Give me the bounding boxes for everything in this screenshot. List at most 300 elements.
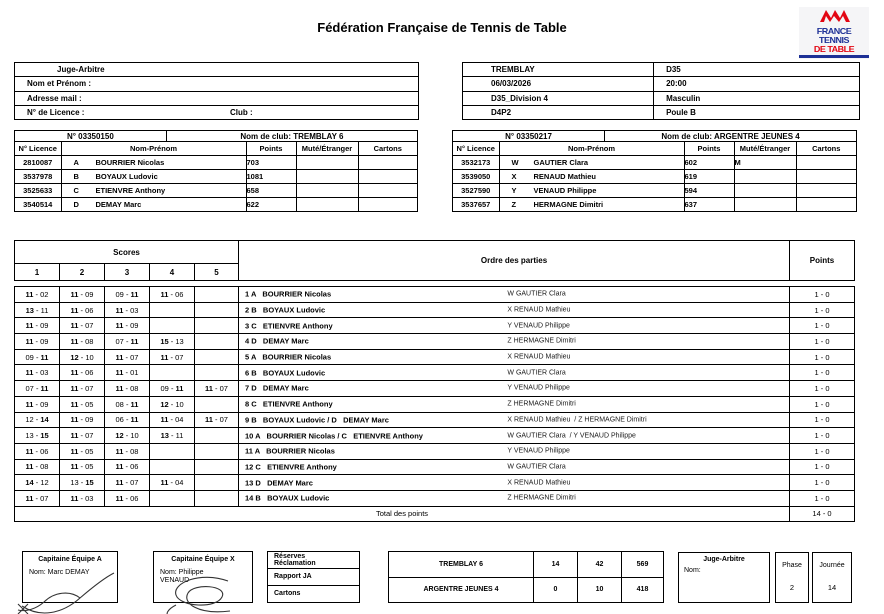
away-player: X RENAUD Mathieu <box>507 479 571 487</box>
away-player: X RENAUD Mathieu <box>507 353 571 361</box>
score-away: 08 <box>130 446 139 456</box>
set-score-cell <box>150 334 195 350</box>
score-away: 06 <box>40 446 49 456</box>
player-letter: W <box>511 158 519 167</box>
result-team-name: TREMBLAY 6 <box>389 552 534 578</box>
score-separator: - <box>78 368 86 378</box>
home-player: 11 A BOURRIER Nicolas <box>245 446 335 456</box>
score-home: 11 <box>160 289 169 299</box>
journee-value: 14 <box>827 583 837 592</box>
match-info-cell-right: Masculin <box>653 92 859 105</box>
player-letter: Z <box>511 200 517 209</box>
player-row <box>453 156 856 170</box>
set-score-cell <box>105 349 150 365</box>
player-points: 619 <box>684 170 734 184</box>
score-separator: - <box>123 415 131 425</box>
set-score-cell <box>195 490 239 506</box>
match-info-cell-right: D35 <box>653 63 859 76</box>
player-cartons <box>358 198 417 212</box>
set-score-cell <box>15 490 60 506</box>
score-separator: - <box>123 431 131 441</box>
match-row <box>15 287 855 303</box>
player-letter: Y <box>511 186 517 195</box>
referee-name-row <box>15 76 418 90</box>
home-player: 1 A BOURRIER Nicolas <box>245 289 332 299</box>
set-score-cell <box>60 475 105 491</box>
set-score-cell <box>60 412 105 428</box>
player-points: 703 <box>246 156 296 170</box>
score-home: 11 <box>115 462 124 472</box>
set-score-cell <box>105 287 150 303</box>
player-row <box>15 198 417 212</box>
score-home: 11 <box>115 321 124 331</box>
home-player: 8 C ETIENVRE Anthony <box>245 399 333 409</box>
score-home: 11 <box>70 368 79 378</box>
set-score-cell <box>150 349 195 365</box>
score-home: 07 <box>115 336 124 346</box>
ordre-cell <box>239 396 790 412</box>
score-separator: - <box>33 336 41 346</box>
score-away: 11 <box>40 305 49 315</box>
score-separator: - <box>123 493 131 503</box>
set-score-cell <box>60 365 105 381</box>
score-away: 08 <box>85 336 94 346</box>
set-col-4: 4 <box>150 264 195 281</box>
score-home: 12 <box>160 399 169 409</box>
col-name: Nom-Prénom <box>61 142 246 156</box>
score-home: 11 <box>160 415 169 425</box>
player-mute: M <box>734 156 796 170</box>
away-player: X RENAUD Mathieu <box>507 306 571 314</box>
set-score-cell <box>15 302 60 318</box>
score-home: 11 <box>25 321 34 331</box>
scores-header-cell: Scores <box>15 241 239 264</box>
captain-x-box <box>153 551 253 603</box>
set-score-cell <box>105 412 150 428</box>
set-score-cell <box>15 349 60 365</box>
score-separator: - <box>168 478 176 488</box>
match-points: 1 - 0 <box>790 381 855 397</box>
result-points: 418 <box>622 577 664 603</box>
score-away: 09 <box>85 289 94 299</box>
player-mute <box>296 156 358 170</box>
team-x-columns-row <box>453 142 856 156</box>
match-info-cell-left: D35_Division 4 <box>491 93 548 103</box>
set-score-cell <box>150 475 195 491</box>
col-name: Nom-Prénom <box>499 142 684 156</box>
score-home: 11 <box>115 446 124 456</box>
result-points: 569 <box>622 552 664 578</box>
set-score-cell <box>195 396 239 412</box>
set-score-cell <box>15 443 60 459</box>
player-mute <box>734 184 796 198</box>
score-home: 11 <box>70 336 79 346</box>
score-away: 06 <box>130 462 139 472</box>
match-row <box>15 490 855 506</box>
score-home: 11 <box>160 352 169 362</box>
away-player: Z HERMAGNE Dimitri <box>507 494 576 502</box>
captain-x-name: Nom: Philippe VENAUD <box>160 569 204 585</box>
score-separator: - <box>123 383 131 393</box>
captain-x-title: Capitaine Équipe X <box>171 556 235 563</box>
match-points: 1 - 0 <box>790 459 855 475</box>
score-separator: - <box>168 415 176 425</box>
score-away: 12 <box>40 478 49 488</box>
score-separator: - <box>78 383 86 393</box>
score-away: 10 <box>175 399 184 409</box>
player-row <box>453 184 856 198</box>
score-tbody <box>15 287 855 507</box>
set-score-cell <box>105 475 150 491</box>
set-score-cell <box>105 365 150 381</box>
set-col-1: 1 <box>15 264 60 281</box>
player-name-cell <box>499 156 684 170</box>
set-score-cell <box>150 318 195 334</box>
team-x-table <box>452 130 857 212</box>
score-away: 01 <box>130 368 139 378</box>
set-score-cell <box>60 396 105 412</box>
team-x-players <box>453 156 856 212</box>
score-separator: - <box>33 462 41 472</box>
score-home: 11 <box>70 431 79 441</box>
score-separator: - <box>33 368 41 378</box>
set-score-cell <box>15 459 60 475</box>
score-home: 11 <box>115 493 124 503</box>
score-away: 09 <box>40 336 49 346</box>
set-score-cell <box>60 443 105 459</box>
match-row <box>15 318 855 334</box>
score-away: 09 <box>40 321 49 331</box>
score-away: 04 <box>175 415 184 425</box>
result-row <box>389 552 664 578</box>
result-sets: 10 <box>578 577 622 603</box>
score-away: 03 <box>85 493 94 503</box>
player-row <box>453 198 856 212</box>
player-name: ETIENVRE Anthony <box>95 186 166 195</box>
referee-mail-label: Adresse mail : <box>27 93 82 103</box>
player-name-cell <box>61 184 246 198</box>
player-letter: X <box>511 172 517 181</box>
col-licence: N° Licence <box>453 142 499 156</box>
score-away: 07 <box>219 383 228 393</box>
score-separator: - <box>168 399 176 409</box>
match-row <box>15 396 855 412</box>
score-away: 10 <box>85 352 94 362</box>
away-player: Y VENAUD Philippe <box>507 322 570 330</box>
set-score-cell <box>195 475 239 491</box>
score-away: 10 <box>130 431 139 441</box>
referee-licence-row <box>15 105 418 119</box>
home-player: 14 B BOYAUX Ludovic <box>245 493 330 503</box>
home-player: 4 D DEMAY Marc <box>245 336 309 346</box>
home-player: 13 D DEMAY Marc <box>245 478 313 488</box>
player-licence: 3540514 <box>15 198 61 212</box>
score-separator: - <box>33 399 41 409</box>
score-home: 11 <box>205 383 213 393</box>
player-licence: 3525633 <box>15 184 61 198</box>
home-player: 12 C ETIENVRE Anthony <box>245 462 337 472</box>
score-separator: - <box>33 446 41 456</box>
score-away: 09 <box>40 399 49 409</box>
player-name: BOYAUX Ludovic <box>95 172 158 181</box>
score-away: 05 <box>85 462 94 472</box>
results-summary-table <box>388 551 664 603</box>
match-points: 1 - 0 <box>790 349 855 365</box>
reserves-row: Réserves Réclamation <box>274 552 316 567</box>
score-separator: - <box>168 352 176 362</box>
set-col-2: 2 <box>60 264 105 281</box>
score-separator: - <box>78 352 86 362</box>
player-mute <box>734 198 796 212</box>
score-separator: - <box>123 289 131 299</box>
col-mute: Muté/Étranger <box>734 142 796 156</box>
match-points: 1 - 0 <box>790 443 855 459</box>
score-away: 07 <box>85 321 94 331</box>
match-info-row <box>463 105 859 119</box>
ordre-cell <box>239 365 790 381</box>
ordre-cell <box>239 287 790 303</box>
journee-box <box>812 552 852 603</box>
score-away: 04 <box>175 478 184 488</box>
set-score-cell <box>195 334 239 350</box>
away-player: Z HERMAGNE Dimitri <box>507 400 576 408</box>
set-score-cell <box>105 334 150 350</box>
score-home: 11 <box>70 462 79 472</box>
home-player: 2 B BOYAUX Ludovic <box>245 305 326 315</box>
set-score-cell <box>195 349 239 365</box>
set-score-cell <box>60 381 105 397</box>
match-row <box>15 381 855 397</box>
score-separator: - <box>78 415 86 425</box>
score-away: 11 <box>130 415 139 425</box>
match-info-row <box>463 63 859 76</box>
set-score-cell <box>105 302 150 318</box>
score-separator: - <box>78 431 86 441</box>
page-title: Fédération Française de Tennis de Table <box>317 20 567 35</box>
referee-mail-row <box>15 91 418 105</box>
score-home: 11 <box>205 415 213 425</box>
team-x-header <box>453 131 856 142</box>
score-home: 11 <box>70 493 79 503</box>
footer-referee-title: Juge-Arbitre <box>703 556 745 563</box>
score-home: 11 <box>70 321 79 331</box>
match-info-cell-right: 20:00 <box>653 77 859 90</box>
score-separator: - <box>78 493 86 503</box>
phase-box <box>775 552 809 603</box>
match-row <box>15 412 855 428</box>
referee-title-row <box>15 63 418 76</box>
player-licence: 2810087 <box>15 156 61 170</box>
score-away: 14 <box>40 415 49 425</box>
player-points: 602 <box>684 156 734 170</box>
score-home: 06 <box>115 415 124 425</box>
player-cartons <box>796 156 856 170</box>
home-player: 9 B BOYAUX Ludovic / D DEMAY Marc <box>245 415 389 425</box>
match-info-row <box>463 91 859 105</box>
score-away: 13 <box>175 336 184 346</box>
set-score-cell <box>15 318 60 334</box>
home-player: 10 A BOURRIER Nicolas / C ETIENVRE Anthony <box>245 431 423 441</box>
player-points: 637 <box>684 198 734 212</box>
result-sets: 42 <box>578 552 622 578</box>
fftt-logo-mark-icon <box>817 9 851 23</box>
team-x-players-table <box>453 142 856 211</box>
player-cartons <box>796 170 856 184</box>
score-away: 06 <box>85 368 94 378</box>
score-separator: - <box>78 399 86 409</box>
col-licence: N° Licence <box>15 142 61 156</box>
team-x-number: N° 03350217 <box>453 131 605 141</box>
score-home: 11 <box>115 368 124 378</box>
total-row <box>15 506 855 522</box>
team-x-club: Nom de club: ARGENTRE JEUNES 4 <box>661 131 800 141</box>
score-separator: - <box>78 289 86 299</box>
score-separator: - <box>78 336 86 346</box>
away-player: Y VENAUD Philippe <box>507 447 570 455</box>
score-away: 05 <box>85 446 94 456</box>
score-away: 11 <box>175 431 184 441</box>
score-home: 11 <box>70 446 79 456</box>
score-away: 05 <box>85 399 94 409</box>
phase-value: 2 <box>789 583 795 592</box>
referee-title: Juge-Arbitre <box>57 65 105 75</box>
result-matches-won: 0 <box>534 577 578 603</box>
referee-club-label: Club : <box>230 107 253 117</box>
score-separator: - <box>168 336 176 346</box>
player-letter: B <box>73 172 79 181</box>
set-score-cell <box>195 443 239 459</box>
score-away: 06 <box>130 493 139 503</box>
score-separator: - <box>78 446 86 456</box>
score-home: 13 <box>25 431 34 441</box>
score-home: 11 <box>25 368 34 378</box>
score-away: 11 <box>175 383 184 393</box>
player-name-cell <box>61 170 246 184</box>
team-a-header <box>15 131 417 142</box>
score-separator: - <box>33 289 41 299</box>
score-home: 13 <box>25 305 34 315</box>
set-score-cell <box>150 459 195 475</box>
score-separator: - <box>78 305 86 315</box>
score-separator: - <box>168 431 176 441</box>
set-score-cell <box>150 287 195 303</box>
player-licence: 3532173 <box>453 156 499 170</box>
fftt-logo-bar <box>799 55 869 58</box>
set-score-cell <box>105 459 150 475</box>
set-score-cell <box>195 287 239 303</box>
set-score-cell <box>150 396 195 412</box>
score-away: 15 <box>85 478 94 488</box>
rapport-ja-row: Rapport JA <box>268 568 359 585</box>
results-table <box>388 551 664 603</box>
captain-a-name: Nom: Marc DEMAY <box>29 569 90 576</box>
col-points: Points <box>684 142 734 156</box>
player-row <box>15 156 417 170</box>
score-away: 06 <box>175 289 184 299</box>
score-home: 07 <box>25 383 34 393</box>
set-score-cell <box>150 412 195 428</box>
set-score-cell <box>60 490 105 506</box>
set-score-cell <box>105 490 150 506</box>
score-home: 11 <box>25 446 34 456</box>
player-mute <box>296 184 358 198</box>
score-away: 06 <box>85 305 94 315</box>
result-team-name: ARGENTRE JEUNES 4 <box>389 577 534 603</box>
match-info-cell-right: Poule B <box>653 106 859 119</box>
score-home: 11 <box>115 352 124 362</box>
score-separator: - <box>78 462 86 472</box>
player-mute <box>734 170 796 184</box>
player-licence: 3539050 <box>453 170 499 184</box>
set-score-cell <box>105 381 150 397</box>
match-row <box>15 302 855 318</box>
ordre-cell <box>239 349 790 365</box>
score-home: 13 <box>70 478 79 488</box>
score-home: 11 <box>70 305 79 315</box>
away-player: W GAUTIER Clara <box>507 290 566 298</box>
score-separator: - <box>123 462 131 472</box>
score-separator: - <box>78 478 86 488</box>
home-player: 6 B BOYAUX Ludovic <box>245 368 326 378</box>
set-score-cell <box>15 334 60 350</box>
home-player: 5 A BOURRIER Nicolas <box>245 352 332 362</box>
score-separator: - <box>33 321 41 331</box>
player-points: 622 <box>246 198 296 212</box>
score-table-header <box>14 240 855 282</box>
col-points: Points <box>246 142 296 156</box>
score-away: 11 <box>130 336 139 346</box>
col-mute: Muté/Étranger <box>296 142 358 156</box>
set-score-cell <box>150 443 195 459</box>
match-info-row <box>463 76 859 90</box>
set-score-cell <box>150 428 195 444</box>
player-letter: C <box>73 186 79 195</box>
score-home: 08 <box>115 399 124 409</box>
score-home: 11 <box>25 399 34 409</box>
phase-label: Phase <box>782 562 802 569</box>
ordre-cell <box>239 381 790 397</box>
score-home: 15 <box>160 336 169 346</box>
score-separator: - <box>123 321 131 331</box>
score-home: 12 <box>25 415 34 425</box>
score-table-body <box>14 286 855 522</box>
ordre-cell <box>239 428 790 444</box>
score-home: 14 <box>25 478 34 488</box>
set-score-cell <box>60 287 105 303</box>
match-points: 1 - 0 <box>790 396 855 412</box>
set-score-cell <box>195 459 239 475</box>
set-score-cell <box>60 334 105 350</box>
home-player: 3 C ETIENVRE Anthony <box>245 321 333 331</box>
away-player: W GAUTIER Clara <box>507 463 566 471</box>
set-score-cell <box>195 428 239 444</box>
score-separator: - <box>33 352 41 362</box>
player-licence: 3527590 <box>453 184 499 198</box>
match-points: 1 - 0 <box>790 412 855 428</box>
player-name-cell <box>499 198 684 212</box>
score-home: 11 <box>115 478 124 488</box>
ordre-cell <box>239 490 790 506</box>
score-away: 11 <box>40 352 49 362</box>
set-score-cell <box>15 428 60 444</box>
reserves-box <box>267 551 360 603</box>
score-separator: - <box>33 415 41 425</box>
score-away: 03 <box>40 368 49 378</box>
player-name-cell <box>61 156 246 170</box>
team-a-club: Nom de club: TREMBLAY 6 <box>240 131 344 141</box>
player-name: HERMAGNE Dimitri <box>533 200 604 209</box>
player-name: GAUTIER Clara <box>533 158 589 167</box>
